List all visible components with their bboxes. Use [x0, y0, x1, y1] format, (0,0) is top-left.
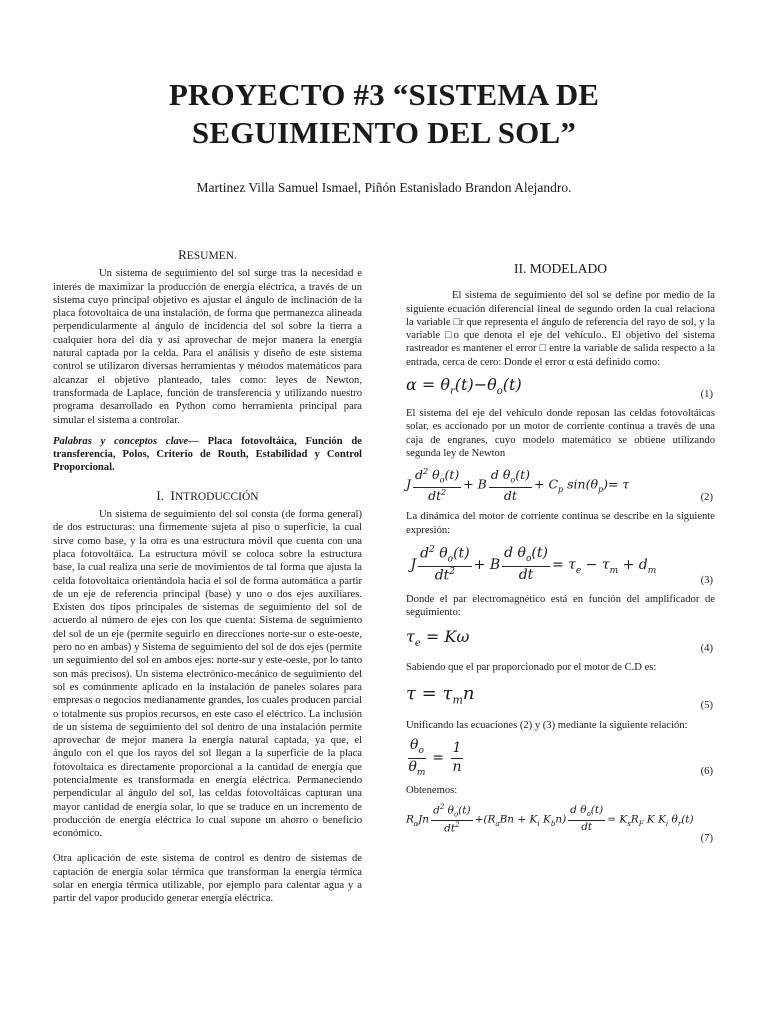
left-column: [53, 248, 362, 906]
abstract-heading-rest: ESUMEN.: [186, 250, 237, 262]
title-line-1: PROYECTO #3 “SISTEMA DE: [168, 77, 600, 112]
keywords-text: — Placa fotovoltáica, Función de transferencia, Polos, Criterio de Routh, Estabilidad y Control Proporcional.: [53, 435, 362, 474]
intro-heading-rest: NTRODUCCIÓN: [174, 490, 259, 503]
modeling-paragraph-3: La dinámica del motor de corriente continua se describe en la siguiente expresión:: [406, 511, 715, 536]
keywords-label: Palabras y conceptos clave: [53, 435, 189, 447]
modeling-paragraph-4: Donde el par electromagnético está en función del amplificador de seguimiento:: [406, 593, 715, 619]
abstract-heading: [53, 248, 362, 263]
equation-6: $\frac{\theta_o}{\theta_m}$ = $\frac{1}{n}$ (6): [408, 736, 713, 778]
equation-1-number: (1): [700, 388, 713, 400]
authors: Martinez Villa Samuel Ismael, Piñón Estanislado Brandon Alejandro.: [196, 180, 572, 195]
equation-1: $\alpha = \theta_r(t)-\theta_o(t)$ (1): [406, 374, 713, 400]
title-line-2: SEGUIMIENTO DEL SOL”: [191, 115, 577, 150]
intro-heading: [53, 489, 362, 504]
equation-3-number: (3): [700, 574, 713, 586]
equation-3: J $\frac{d^2 \theta_o(t)}{dt^2}$ + B $\frac{d \theta_o(t)}{dt}$ = $\tau_e - \tau_m + d_m$ (3): [406, 544, 713, 586]
equation-5-number: (5): [700, 700, 713, 712]
equation-4-number: (4): [700, 643, 713, 655]
modeling-paragraph-7: Obtenemos:: [406, 785, 458, 797]
modeling-heading: II. MODELADO: [514, 261, 607, 276]
keywords: [53, 435, 362, 475]
equation-5: $\tau = \tau_mn$ (5): [406, 682, 713, 712]
abstract-text: Un sistema de seguimiento del sol surge tras la necesidad e interés de maximizar la producción de energía eléctrica, a través de un sistema cuyo principal objetivo es ajustar el ángulo de inclinación de la placa fotovoltaica de una instalación, de forma que permanezca alineada perpendicularmente al ángulo de incidencia del sol sobre la tierra a cualquier hora del día y así aprovechar de mejor manera la energía natural captada por la celda. Para el análisis y diseño de este sistema control se utilizaron diversas herramientas y métodos matemáticos para alcanzar el objetivo planteado, tales como: leyes de Newton, transformada de Laplace, función de transferencia y utilizando nuestro programa desarrollado en Python como herramienta principal para simular el sistema a controlar.: [53, 268, 362, 426]
right-column: [406, 261, 715, 845]
equation-7-number: (7): [700, 833, 713, 845]
equation-6-number: (6): [700, 765, 713, 777]
abstract-heading-initial: R: [178, 247, 187, 262]
intro-paragraph-1: Un sistema de seguimiento del sol consta (de forma general) de dos estructuras: una firmemente sujeta al piso o superficie, la cual sirve como base, y la otra es una estructura móvil que cuenta con una placa fotovoltáica. La estructura móvil se coloca sobre la estructura base, la cual realiza una serie de movimientos de tal forma que ajusta la celda fotovoltaica orientándola hacia el sol de forma automática a partir de un eje de referencia principal (base) y uno o dos ejes auxiliares. Existen dos tipos principales de sistemas de seguimiento del sol de acuerdo al número de ejes con los que cuenta: Sistema de seguimiento del sol de un eje (permite seguirlo en direcciones norte-sur o este-oeste, pero no en ambas) y Sistema de seguimiento del sol de dos ejes (permite un seguimiento del sol en ambos ejes: norte-sur y este-oeste, por lo tanto son más precisos). Un sistema electrónico-mecánico de seguimiento del sol es comúnmente aplicado en la instalación de paneles solares para empresas o negocios medianamente grandes, los cuales producen parcial o totalmente sus propios recursos, en este caso el eléctrico. La inclusión de un sistema de seguimiento del sol dentro de una instalación permite aprovechar de mejor manera la energía natural captada, ya que, el ángulo con el que los rayos del sol llegan a la superficie de la placa fotovoltaica es directamente proporcional a la cantidad de energía que potencialmente es transformada en energía eléctrica. Permaneciendo perpendicular al ángulo del sol, las celdas fotovoltáicas capturan una mayor cantidad de energía solar, lo que se traduce en un incremento de producción de energía eléctrica lo cual supone un ahorro o beneficio económico.: [53, 509, 362, 840]
equation-4: $\tau_e = K\omega$ (4): [406, 627, 713, 655]
paper-title: [0, 76, 768, 152]
intro-paragraph-2: Otra aplicación de este sistema de control es dentro de sistemas de captación de energía solar térmica que transforman la energía térmica solar en energía térmica utilizable, por ejemplo para calentar agua y a partir del vapor producido generar energía eléctrica.: [53, 853, 362, 905]
modeling-paragraph-5: Sabiendo que el par proporcionado por el motor de C.D es:: [406, 662, 657, 674]
equation-2-number: (2): [700, 491, 713, 503]
equation-7: $R_aJn$ $\frac{d^2 \theta_o(t)}{dt^2}$ $+(R_aBn + K_i$ $K_bn$) $\frac{d \theta_o(t)}{dt}$ = $K_sR_F$ K $K_i$ $\theta_r(t)$ (7): [406, 802, 713, 845]
modeling-paragraph-2: El sistema del eje del vehículo donde reposan las celdas fotovoltáicas solar, es accionado por un motor de corriente continua a través de una caja de engranes, cuyo modelo matemático se obtiene utilizando segunda ley de Newton: [406, 408, 715, 459]
equation-2: J $\frac{d^2 \theta_o(t)}{dt^2}$ + B $\frac{d \theta_o(t)}{dt}$ + $C_p$ $\sin(\theta_p)= \tau$ (2): [406, 467, 713, 503]
intro-heading-num: I.: [156, 487, 165, 503]
modeling-paragraph-1: El sistema de seguimiento del sol se define por medio de la siguiente ecuación diferencial lineal de segundo orden la cual relaciona la variable □r que representa el ángulo de referencia del rayo de sol, y la variable □o que denota el eje del vehículo.. El objetivo del sistema rastreador es mantener el error □ entre la variable de salida respecto a la entrada, cerca de cero: Donde el error α está definido como:: [406, 290, 715, 368]
modeling-paragraph-6: Unificando las ecuaciones (2) y (3) mediante la siguiente relación:: [406, 719, 688, 731]
intro-heading-initial: I: [170, 487, 175, 503]
